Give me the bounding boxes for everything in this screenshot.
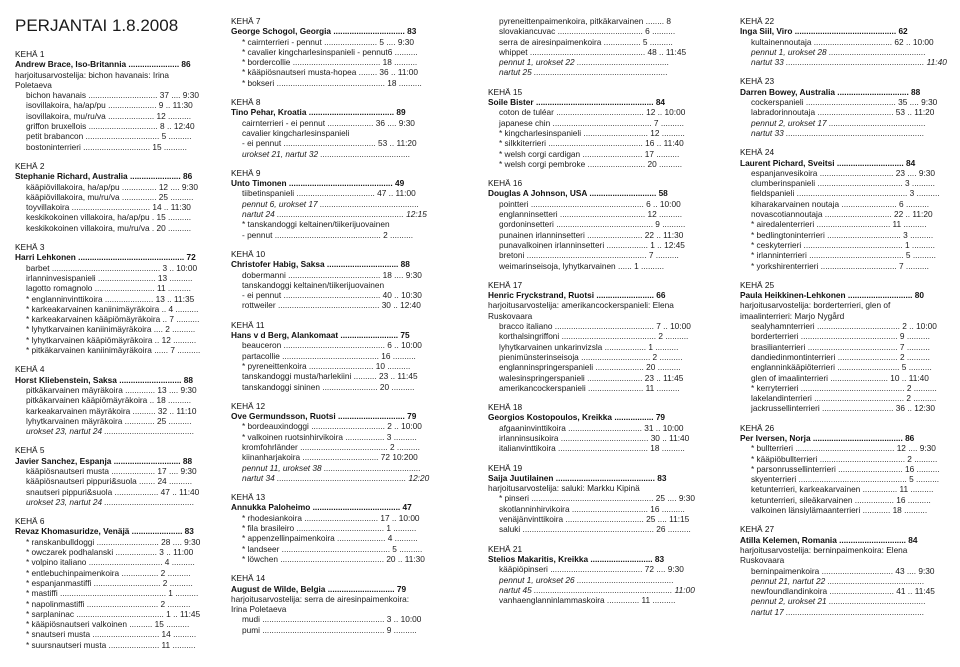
- judge-line: Inga Siil, Viro ............................................ 62: [740, 26, 908, 37]
- ring-heading: KEHÄ 2: [15, 160, 45, 171]
- schedule-line: pennut 11, urokset 38 ..........................................: [242, 462, 421, 473]
- ring-heading: KEHÄ 18: [488, 402, 523, 413]
- judge-line: Saija Juutilainen ........................................... 83: [488, 472, 667, 483]
- schedule-line: * napolinmastiffi ............................... 2 ..........: [26, 598, 191, 609]
- schedule-line: * sarplaninac ...................................... 1 .. 11:45: [26, 608, 201, 619]
- ring-section: [488, 280, 726, 393]
- ring-heading: KEHÄ 22: [740, 16, 775, 26]
- ring-section: [15, 242, 220, 355]
- schedule-line: bostoninterrieri ............................. 15 ..........: [26, 141, 187, 152]
- ring-heading: KEHÄ 5: [15, 445, 45, 456]
- schedule-line: venäjänvinttikoira .................................. 25 .... 11:15: [499, 514, 690, 525]
- schedule-line: nartut 45 ............................................................ 11:00: [499, 584, 695, 595]
- schedule-line: * kääpiösnautseri valkoinen .......... 15 ..........: [26, 619, 190, 630]
- schedule-line: kääpiösnautseri musta ................... 17 .... 9:30: [26, 465, 197, 476]
- ring-heading: KEHÄ 26: [740, 422, 775, 433]
- judge-line: Per Iversen, Norja ....................................... 86: [740, 432, 915, 443]
- judge-line: Darren Bowey, Australia ............................... 88: [740, 86, 921, 97]
- judge-line: Horst Kliebenstein, Saksa ........................... 88: [15, 374, 193, 385]
- schedule-line: whippet .................................................. 48 .. 11:45: [499, 46, 687, 57]
- ring-heading: KEHÄ 23: [740, 76, 775, 87]
- schedule-line: * kääpiösnautseri musta-hopea ........ 36 .. 11:00: [242, 67, 419, 78]
- schedule-line: mudi ..................................................... 3 .. 10:00: [242, 614, 422, 625]
- ring-section: [231, 168, 451, 240]
- schedule-line: * landseer ............................................... 5 ..........: [242, 543, 423, 554]
- ring-heading: KEHÄ 12: [231, 400, 266, 411]
- schedule-line: pointteri ................................................. 6 .. 10:00: [499, 198, 681, 209]
- schedule-line: lyhytkarvainen mäyräkoira ............. 25 ..........: [26, 415, 192, 426]
- schedule-line: * owczarek podhalanski .................. 3 .. 11:00: [26, 547, 194, 558]
- schedule-line: vanhaenglanninlammaskoira .............. 11 ..........: [499, 595, 676, 606]
- schedule-line: harjoitusarvostelija: borderterrieri, glen of: [740, 300, 891, 311]
- schedule-line: - ei pennut .......................................... 40 .. 10:30: [242, 290, 422, 301]
- schedule-line: berninpaimenkoira ............................... 43 .... 9:30: [751, 565, 935, 576]
- schedule-line: irlanninsusikoira ...................................... 30 .. 11:40: [499, 432, 690, 443]
- schedule-line: kultainennoutaja .................................. 62 .. 10:00: [751, 36, 934, 47]
- judge-line: August de Wilde, Belgia ............................. 79: [231, 583, 407, 594]
- judge-line: George Schogol, Georgia ............................... 83: [231, 26, 417, 37]
- schedule-line: * kääpiöbullterrieri ..................................... 2 ..........: [751, 453, 938, 464]
- schedule-line: * kingcharlesinspanieli ............................ 12 ..........: [499, 127, 685, 138]
- ring-section: [488, 87, 726, 169]
- schedule-line: lakelandinterrieri ....................................... 2 ..........: [751, 393, 937, 404]
- ring-section: [231, 249, 451, 311]
- ring-section: [488, 463, 726, 535]
- schedule-line: keskikokoinen villakoira, mu/ru/va . 20 ..........: [26, 222, 192, 233]
- ring-heading: KEHÄ 27: [740, 524, 775, 535]
- schedule-line: toyvillakoira .................................. 14 .. 11:30: [26, 202, 191, 213]
- judge-line: Hans v d Berg, Alankomaat ......................... 75: [231, 330, 410, 341]
- schedule-line: * silkkiterrieri ......................................... 16 .. 11:40: [499, 138, 684, 149]
- schedule-line: walesinspringerspanieli ........................ 23 .. 11:45: [499, 372, 684, 383]
- ring-section: [231, 320, 451, 392]
- ring-section: [15, 49, 220, 152]
- schedule-line: * mastiffi .............................................. 1 ..........: [26, 588, 199, 599]
- schedule-line: harjoitusarvostelija: berninpaimenkoira: Elena: [740, 544, 908, 555]
- ring-heading: KEHÄ 13: [231, 492, 266, 503]
- schedule-line: saluki ......................................................... 26 ..........: [499, 524, 691, 535]
- schedule-line: * irlanninterrieri ......................................... 5 ..........: [751, 250, 936, 261]
- schedule-line: tanskandoggi sininen ........................ 20 ..........: [242, 381, 415, 392]
- schedule-line: cavalier kingcharlesinspanieli: [242, 127, 350, 138]
- ring-section: [740, 524, 948, 617]
- schedule-line: clumberinspanieli ..................................... 3 ..........: [751, 178, 935, 189]
- schedule-line: Irina Poletaeva: [231, 604, 287, 615]
- ring-heading: KEHÄ 24: [740, 147, 775, 158]
- schedule-line: * appenzellinpaimenkoira ..................... 4 ..........: [242, 533, 418, 544]
- ring-heading: KEHÄ 10: [231, 248, 266, 259]
- schedule-line: * espanjanmastiffi ............................. 2 ..........: [26, 577, 193, 588]
- schedule-line: * parsonrussellinterrieri ............................ 16 ..........: [751, 463, 940, 474]
- ring-section: [740, 76, 948, 138]
- schedule-line: * ranskanbulldoggi ........................... 28 .... 9:30: [26, 536, 201, 547]
- schedule-line: nartut 17 ............................................................: [751, 606, 925, 617]
- schedule-line: pennut 1, urokset 26 ..........................................: [499, 574, 674, 585]
- schedule-line: bichon havanais .............................. 37 .... 9:30: [26, 90, 199, 101]
- schedule-line: Ruskovaara: [740, 555, 785, 566]
- schedule-line: skotlanninhirvikoira ................................. 16 ..........: [499, 503, 685, 514]
- ring-section: [488, 16, 726, 78]
- schedule-line: nartut 33 ............................................................: [751, 127, 925, 138]
- ring-heading: KEHÄ 8: [231, 97, 261, 108]
- schedule-line: nartut 24 ....................................................... 12:15: [242, 209, 427, 220]
- schedule-line: ketunterrieri, sileäkarvainen ................. 16 ..........: [751, 494, 931, 505]
- schedule-line: * welsh corgi pembroke ......................... 20 ..........: [499, 158, 683, 169]
- page-title: PERJANTAI 1.8.2008: [15, 16, 179, 35]
- schedule-line: * bordeauxindoggi ................................ 2 .. 10:00: [242, 421, 422, 432]
- schedule-line: * tanskandoggi keltainen/tiikerijuovainen: [242, 219, 390, 230]
- schedule-line: ketunterrieri, karkeakarvainen ............... 11 ..........: [751, 484, 934, 495]
- schedule-line: korthalsingriffoni ......................................... 2 ..........: [499, 331, 689, 342]
- schedule-line: sealyhamnterrieri .................................... 2 .. 10:00: [751, 321, 937, 332]
- judge-line: Christofer Habig, Saksa ............................... 88: [231, 259, 410, 270]
- ring-section: [740, 16, 948, 67]
- schedule-line: kääpiövillakoira, mu/ru/va ............... 25 ..........: [26, 191, 194, 202]
- schedule-line: pennut 2, urokset 21 ..........................................: [751, 596, 926, 607]
- judge-line: Henric Fryckstrand, Ruotsi ......................... 66: [488, 290, 666, 301]
- schedule-line: pennut 1, urokset 22 ........................................: [499, 57, 670, 68]
- schedule-line: valkoinen länsiylämaanterrieri ............ 18 ..........: [751, 505, 928, 516]
- schedule-line: * löwchen ............................................. 20 .. 11:30: [242, 553, 425, 564]
- schedule-line: - pennut .............................................. 2 ..........: [242, 229, 414, 240]
- ring-section: [488, 544, 726, 606]
- schedule-line: irlanninvesispanieli ......................... 13 ..........: [26, 272, 193, 283]
- schedule-line: coton de tuléar ...................................... 12 .. 10:00: [499, 107, 686, 118]
- schedule-line: nartut 25 ..........................................................: [499, 67, 668, 78]
- schedule-line: weimarinseisoja, lyhytkarvainen ...... 1 ..........: [499, 260, 665, 271]
- column-1: [15, 16, 220, 659]
- column-3: [488, 16, 726, 614]
- schedule-line: glen of imaalinterrieri ......................... 10 .. 11:40: [751, 372, 929, 383]
- schedule-line: pumi ..................................................... 9 ..........: [242, 624, 417, 635]
- column-4: [740, 16, 948, 626]
- ring-heading: KEHÄ 17: [488, 279, 523, 290]
- ring-heading: KEHÄ 25: [740, 279, 775, 290]
- judge-line: Unto Timonen ............................................. 49: [231, 178, 405, 189]
- schedule-line: * welsh corgi cardigan .......................... 17 ..........: [499, 148, 680, 159]
- schedule-line: jackrussellinterrieri ............................... 36 .. 12:30: [751, 403, 935, 414]
- schedule-line: * karkeakarvainen kääpiömäyräkoira .. 7 ..........: [26, 314, 200, 325]
- ring-section: [15, 445, 220, 507]
- schedule-line: cockerspanieli ....................................... 35 .... 9:30: [751, 97, 938, 108]
- judge-line: Laurent Pichard, Sveitsi ............................. 84: [740, 157, 916, 168]
- ring-heading: KEHÄ 16: [488, 178, 523, 189]
- judge-line: Andrew Brace, Iso-Britannia ...................... 86: [15, 59, 191, 70]
- schedule-line: borderterrieri .......................................... 9 ..........: [751, 331, 930, 342]
- schedule-line: imaalinterrieri: Marjo Nygård: [740, 310, 845, 321]
- ring-heading: KEHÄ 11: [231, 319, 265, 330]
- schedule-line: bretoni .................................................... 7 ..........: [499, 250, 679, 261]
- schedule-line: isovillakoira, mu/ru/va .................... 12 ..........: [26, 110, 192, 121]
- ring-section: [231, 97, 451, 159]
- judge-line: Javier Sanchez, Espanja ............................. 88: [15, 455, 193, 466]
- ring-section: [740, 147, 948, 271]
- schedule-line: * bokseri ............................................... 18 ..........: [242, 77, 422, 88]
- schedule-line: * airedalenterrieri ................................ 11 ..........: [751, 219, 927, 230]
- ring-section: [15, 516, 220, 650]
- judge-line: Ove Germundsson, Ruotsi ............................. 79: [231, 411, 417, 422]
- ring-heading: KEHÄ 1: [15, 49, 45, 59]
- ring-section: [15, 161, 220, 233]
- schedule-line: kiharakarvainen noutaja ........................ 6 ..........: [751, 198, 930, 209]
- judge-line: Paula Heikkinen-Lehkonen ............................ 80: [740, 290, 924, 301]
- judge-line: Tino Pehar, Kroatia ..................................... 89: [231, 107, 406, 118]
- schedule-line: lagotto romagnolo .......................... 11 ..........: [26, 283, 191, 294]
- schedule-line: urokset 23, nartut 24 .......................................: [26, 496, 195, 507]
- schedule-line: Poletaeva: [15, 79, 52, 90]
- schedule-line: pienimünsterinseisoja .............................. 2 ..........: [499, 351, 683, 362]
- schedule-line: * valkoinen ruotsinhirvikoira ................. 3 ..........: [242, 431, 417, 442]
- schedule-line: * suursnautseri musta ...................... 11 ..........: [26, 639, 196, 650]
- schedule-line: * yorkshirenterrieri ................................. 7 ..........: [751, 260, 929, 271]
- schedule-line: dobermanni ........................................ 18 .... 9:30: [242, 269, 422, 280]
- judge-line: Stephanie Richard, Australia ...................... 86: [15, 171, 193, 182]
- judge-line: Soile Bister ................................................... 84: [488, 97, 666, 108]
- schedule-line: * entlebuchinpaimenkoira ................ 2 ..........: [26, 567, 191, 578]
- ring-section: [740, 280, 948, 414]
- schedule-line: japanese chin ........................................... 7 ..........: [499, 117, 684, 128]
- schedule-line: amerikancockerspanieli ........................ 11 ..........: [499, 382, 680, 393]
- schedule-line: * fila brasileiro ...................................... 1 ..........: [242, 523, 417, 534]
- schedule-line: punavalkoinen irlanninsetteri .................. 1 .. 12:45: [499, 239, 685, 250]
- judge-line: Douglas A Johnson, USA ............................. 58: [488, 188, 668, 199]
- ring-section: [231, 401, 451, 483]
- ring-section: [488, 402, 726, 453]
- schedule-line: partacollie .......................................... 16 ..........: [242, 350, 416, 361]
- schedule-line: nartut 33 ............................................................ 11:40: [751, 57, 947, 68]
- schedule-line: pennut 6, urokset 17 ...........................................: [242, 198, 420, 209]
- schedule-line: * englanninvinttikoira ..................... 13 .. 11:35: [26, 293, 195, 304]
- schedule-line: rottweiler ............................................ 30 .. 12:40: [242, 300, 421, 311]
- ring-heading: KEHÄ 3: [15, 242, 45, 253]
- judge-line: Revaz Khomasuridze, Venäjä ...................... 83: [15, 526, 194, 537]
- schedule-line: englanninkääpiöterrieri ........................... 5 ..........: [751, 362, 932, 373]
- schedule-line: * rhodesiankoira ................................ 17 .. 10:00: [242, 512, 420, 523]
- ring-heading: KEHÄ 9: [231, 167, 261, 178]
- schedule-line: * snautseri musta ............................. 14 ..........: [26, 629, 197, 640]
- schedule-line: * pyreneittenkoira ............................ 10 ..........: [242, 360, 411, 371]
- schedule-line: englanninsetteri ..................................... 12 ..........: [499, 209, 683, 220]
- schedule-line: * lyhytkarvainen kaniinimäyräkoira .... 2 ..........: [26, 324, 196, 335]
- schedule-line: * bullterrieri ........................................... 12 .... 9:30: [751, 443, 936, 454]
- ring-heading: KEHÄ 19: [488, 462, 523, 473]
- schedule-line: * kerryterrieri ............................................. 2 ..........: [751, 382, 937, 393]
- ring-heading: KEHÄ 6: [15, 516, 45, 527]
- schedule-line: pyreneittenpaimenkoira, pitkäkarvainen ........ 8: [499, 16, 672, 26]
- schedule-line: fieldspanieli ................................................ 3 ..........: [751, 188, 940, 199]
- schedule-line: * karkeakarvainen kaniinimäyräkoira .. 4 ..........: [26, 303, 199, 314]
- ring-section: [231, 573, 451, 635]
- schedule-line: nartut 34 ........................................................ 12:20: [242, 472, 430, 483]
- schedule-line: urokset 21, nartut 32 .......................................: [242, 148, 411, 159]
- schedule-line: harjoitusarvostelija: serra de airesinpaimenkoira:: [231, 593, 410, 604]
- schedule-line: skyenterrieri ............................................... 5 ..........: [751, 474, 940, 485]
- schedule-line: brasilianterrieri ....................................... 7 ..........: [751, 341, 930, 352]
- schedule-line: lyhytkarvainen unkarinvizsla .................. 1 ..........: [499, 341, 679, 352]
- ring-heading: KEHÄ 21: [488, 543, 523, 554]
- schedule-line: * pinseri ..................................................... 25 .... 9:30: [499, 493, 695, 504]
- schedule-line: pennut 21, nartut 22 ..........................................: [751, 575, 925, 586]
- schedule-line: barbet ............................................... 3 .. 10:00: [26, 262, 198, 273]
- schedule-line: kääpiöpinseri ........................................ 72 .... 9:30: [499, 564, 684, 575]
- schedule-line: petit brabancon ................................ 5 ..........: [26, 131, 192, 142]
- ring-heading: KEHÄ 7: [231, 16, 261, 26]
- schedule-line: urokset 23, nartut 24 .......................................: [26, 426, 195, 437]
- schedule-line: pitkäkarvainen kääpiömäyräkoira .. 18 ..........: [26, 395, 192, 406]
- schedule-line: harjoitusarvostelija: bichon havanais: Irina: [15, 69, 170, 80]
- ring-section: [231, 492, 451, 564]
- schedule-line: * lyhytkarvainen kääpiömäyräkoira .. 12 ..........: [26, 334, 197, 345]
- schedule-line: gordoninsetteri .......................................... 9 ..........: [499, 219, 686, 230]
- ring-heading: KEHÄ 14: [231, 573, 266, 584]
- schedule-line: newfoundlandinkoira ............................ 41 .. 11:45: [751, 586, 935, 597]
- schedule-line: * bedlingtoninterrieri ................................ 3 ..........: [751, 229, 934, 240]
- schedule-line: tiibetinspanieli .................................. 47 .. 11:00: [242, 188, 416, 199]
- ring-heading: KEHÄ 15: [488, 86, 523, 97]
- schedule-line: tanskandoggi musta/harlekiini .......... 23 .. 11:45: [242, 371, 418, 382]
- schedule-line: beauceron ............................................ 6 .. 10:00: [242, 340, 422, 351]
- schedule-line: novascotiannoutaja ............................. 22 .. 11:20: [751, 209, 933, 220]
- schedule-line: - ei pennut ........................................ 53 .. 11:20: [242, 138, 417, 149]
- schedule-line: * volpino italiano ................................ 4 ..........: [26, 557, 195, 568]
- schedule-line: * cavalier kingcharlesinspanieli - pennut6 ..........: [242, 46, 418, 57]
- schedule-line: punainen irlanninsetteri ........................ 22 .. 11:30: [499, 229, 684, 240]
- schedule-line: italianvinttikoira ....................................... 18 ..........: [499, 443, 685, 454]
- schedule-line: afgaaninvinttikoira ................................ 31 .. 10:00: [499, 422, 684, 433]
- ring-section: [15, 364, 220, 436]
- schedule-line: * cairnterrieri - pennut ....................... 5 .... 9:30: [242, 36, 414, 47]
- schedule-line: bracco italiano ........................................... 7 .. 10:00: [499, 321, 691, 332]
- schedule-line: espanjanvesikoira ................................ 23 .... 9:30: [751, 167, 935, 178]
- schedule-line: * bordercollie ...................................... 18 ..........: [242, 57, 418, 68]
- schedule-line: keskikokoinen villakoira, ha/ap/pu . 15 ..........: [26, 212, 192, 223]
- judge-line: Atilla Kelemen, Romania ............................. 84: [740, 534, 918, 545]
- schedule-line: * ceskyterrieri ........................................... 1 ..........: [751, 239, 935, 250]
- ring-section: [231, 16, 451, 88]
- schedule-line: labradorinnoutaja ................................. 53 .. 11:20: [751, 107, 935, 118]
- schedule-line: isovillakoira, ha/ap/pu ..................... 9 .. 11:30: [26, 100, 193, 111]
- schedule-line: harjoitusarvostelija: saluki: Markku Kipinä: [488, 483, 640, 494]
- schedule-line: pennut 1, urokset 28 ..........................................: [751, 46, 926, 57]
- schedule-line: pennut 2, urokset 17 ..........................................: [751, 117, 926, 128]
- schedule-line: slovakiancuvac ..................................... 6 ..........: [499, 26, 676, 37]
- schedule-line: snautseri pippuri&suola ................... 47 .. 11:40: [26, 486, 200, 497]
- schedule-line: griffon bruxellois .............................. 8 .. 12:40: [26, 121, 195, 132]
- schedule-line: pitkäkarvainen mäyräkoira ............. 13 .... 9:30: [26, 384, 197, 395]
- column-2: [231, 16, 451, 644]
- schedule-line: kiinanharjakoira ................................. 72 10:200: [242, 452, 418, 463]
- schedule-line: kääpiösnautseri pippuri&suola ....... 24 ..........: [26, 476, 193, 487]
- schedule-line: kromfohrländer ...................................... 2 ..........: [242, 441, 420, 452]
- judge-line: Georgios Kostopoulos, Kreikka ................. 79: [488, 412, 666, 423]
- schedule-line: dandiedinmontinterrieri .......................... 2 ..........: [751, 351, 930, 362]
- schedule-line: * pitkäkarvainen kaniinimäyräkoira ...... 7 ..........: [26, 345, 201, 356]
- schedule-line: tanskandoggi keltainen/tiikerijuovainen: [242, 279, 385, 290]
- schedule-line: Ruskovaara: [488, 310, 533, 321]
- ring-section: [488, 178, 726, 271]
- schedule-line: serra de airesinpaimenkoira ................ 5 ..........: [499, 36, 673, 47]
- judge-line: Harri Lehkonen .............................................. 72: [15, 252, 196, 263]
- judge-line: Annukka Paloheimo ...................................... 47: [231, 502, 412, 513]
- schedule-line: kääpiövillakoira, ha/ap/pu ............... 12 .... 9:30: [26, 181, 199, 192]
- judge-line: Stelios Makaritis, Kreikka ........................... 83: [488, 553, 665, 564]
- schedule-line: karkeakarvainen mäyräkoira .......... 32 .. 11:10: [26, 405, 197, 416]
- ring-heading: KEHÄ 4: [15, 364, 45, 375]
- schedule-line: englanninspringerspanieli ..................... 20 ..........: [499, 362, 681, 373]
- schedule-line: harjoitusarvostelija: amerikancockerspanieli: Elena: [488, 300, 674, 311]
- schedule-line: cairnterrieri - ei pennut .................... 36 .... 9:30: [242, 117, 415, 128]
- ring-section: [740, 423, 948, 516]
